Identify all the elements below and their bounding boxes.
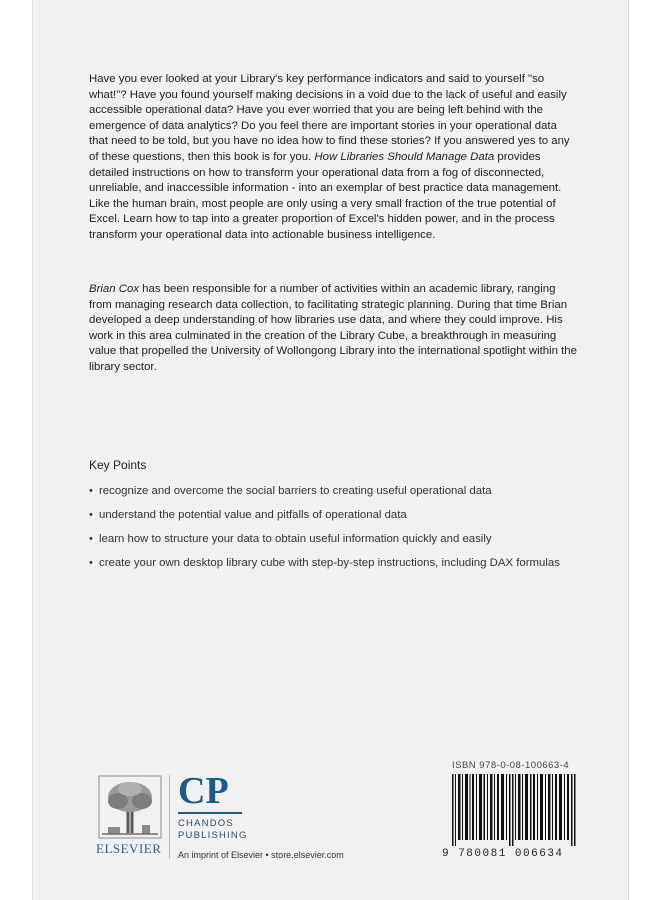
publishing-name: PUBLISHING xyxy=(178,830,248,841)
book-title: How Libraries Should Manage Data xyxy=(314,150,495,163)
chandos-logo-rule xyxy=(178,812,242,814)
blurb-p1-intro: Have you ever looked at your Library's key performance indicators and said to yourself "so what!"? Have you found yourself making decisions in a void due to the lack of useful and easily accessible operational data? Have you ever worried that you are being left behind with the emergence of data analytics? Do you feel there are important stories in your operational data that need to be told, but you have no idea how to find these stories? If you answered yes to any of these questions, then this book is for you. xyxy=(89,73,570,163)
key-point-item: • learn how to structure your data to obtain useful information quickly and easily xyxy=(89,533,492,545)
imprint-line: An imprint of Elsevier • store.elsevier.com xyxy=(178,850,344,860)
key-points-list xyxy=(89,484,569,580)
barcode-icon xyxy=(452,774,576,846)
key-points-heading: Key Points xyxy=(89,458,147,472)
bullet-icon: • xyxy=(89,557,93,569)
bullet-icon: • xyxy=(89,533,93,545)
author-bio xyxy=(89,282,579,376)
blurb-p1-rest: provides detailed instructions on how to transform your operational data from a fog of disconnected, unreliable, and inaccessible information - into an exemplar of best practice data management. Like the human brain, most people are only using a very small fraction of the true potential of Excel. Learn how to tap into a greater proportion of Excel's hidden power, and in the process transform your operational data into actionable business intelligence. xyxy=(89,150,562,241)
barcode-number: 9 780081 006634 xyxy=(442,848,564,860)
isbn-label: ISBN 978-0-08-100663-4 xyxy=(452,760,570,771)
key-point-item: • understand the potential value and pitfalls of operational data xyxy=(89,509,407,521)
key-point-item: • recognize and overcome the social barriers to creating useful operational data xyxy=(89,485,492,497)
author-name: Brian Cox xyxy=(89,283,140,295)
blurb-paragraph-1 xyxy=(89,72,579,244)
author-bio-text: has been responsible for a number of activities within an academic library, ranging from managing research data collection, to facilitating strategic planning. During that time Brian developed a deep understanding of how libraries use data, and where they could improve. His work in this area culminated in the creation of the Library Cube, a breakthrough in measuring value that propelled the University of Wollongong Library into the international spotlight within the library sector. xyxy=(89,283,577,373)
chandos-name: CHANDOS xyxy=(178,818,234,829)
chandos-cp-logo: CP xyxy=(178,770,229,812)
bullet-icon: • xyxy=(89,485,93,497)
logo-divider xyxy=(169,775,170,859)
bullet-icon: • xyxy=(89,509,93,521)
elsevier-wordmark: ELSEVIER xyxy=(96,841,162,856)
key-point-item: • create your own desktop library cube with step-by-step instructions, including DAX formulas xyxy=(89,557,560,569)
